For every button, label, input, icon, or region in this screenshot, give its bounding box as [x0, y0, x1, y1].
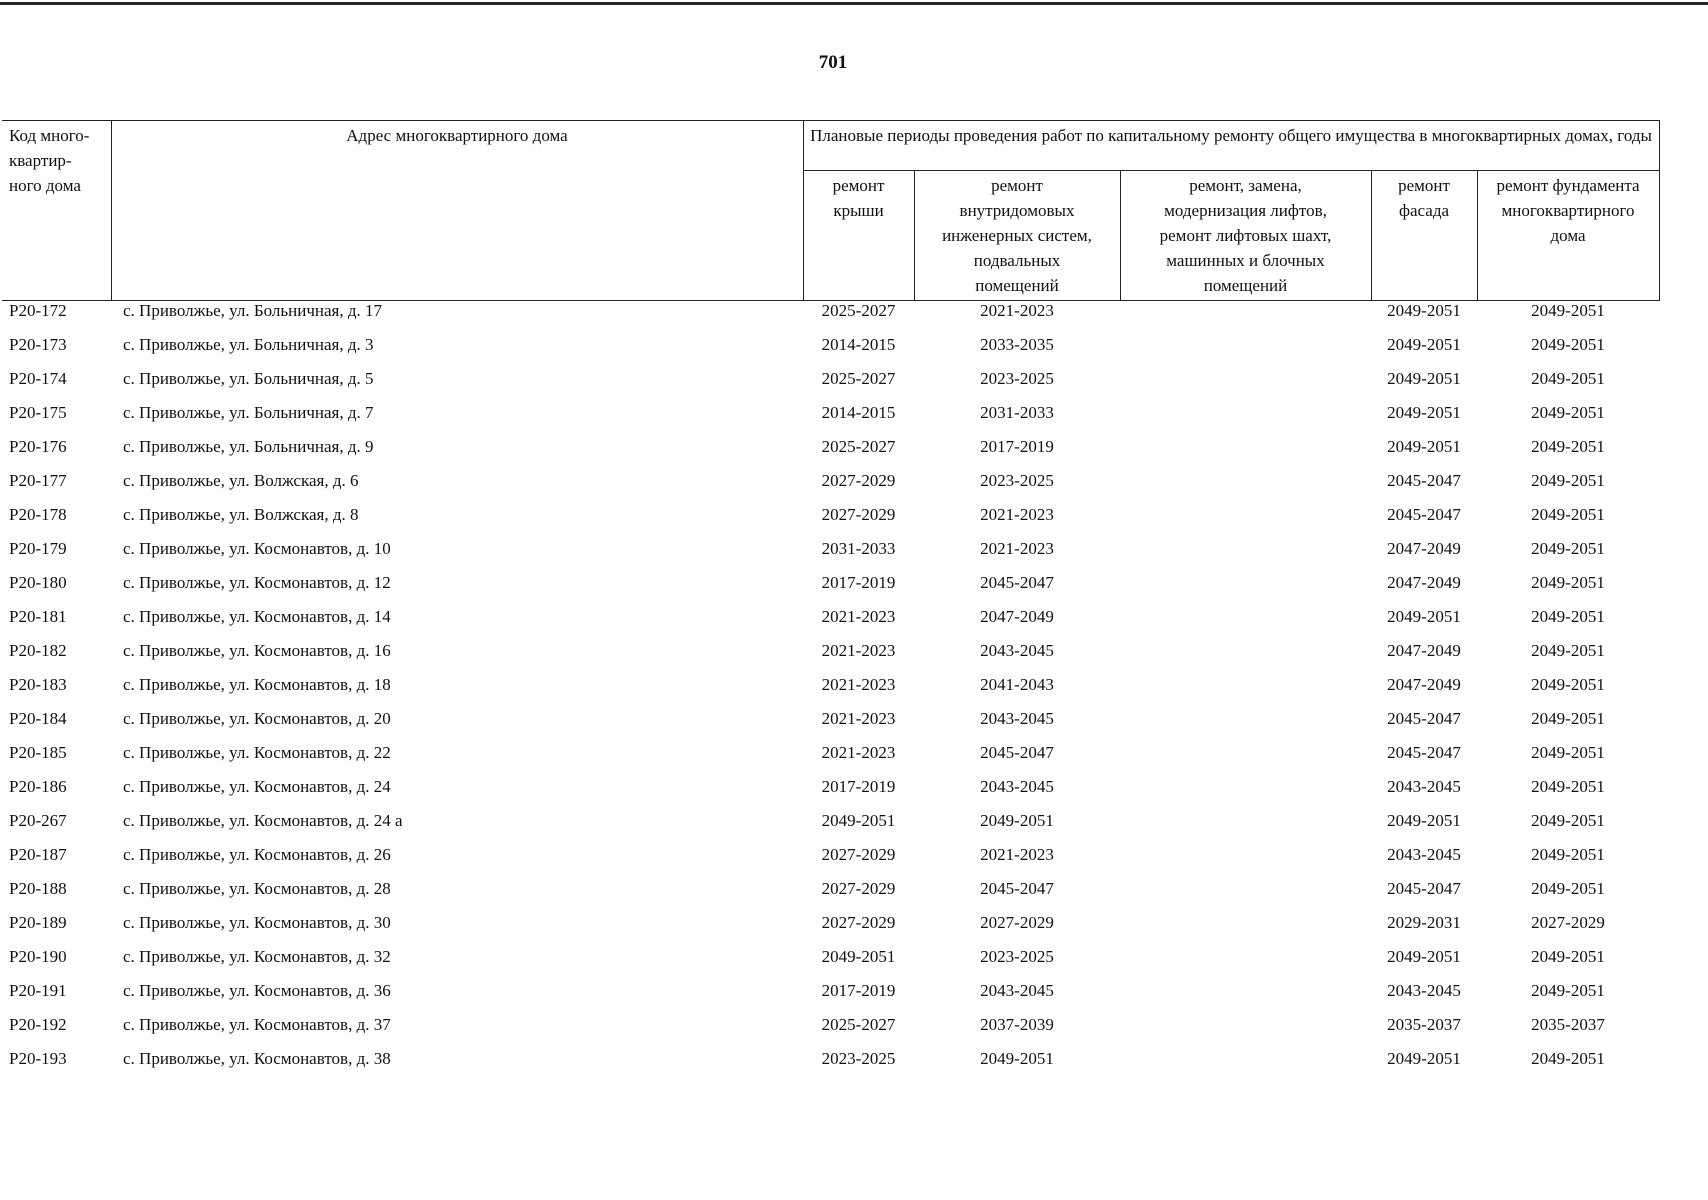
cell-facade: 2029-2031: [1387, 913, 1461, 932]
cell-facade: 2049-2051: [1387, 301, 1461, 320]
cell-code: P20-188: [9, 879, 67, 898]
cell-address: с. Приволжье, ул. Космонавтов, д. 32: [123, 947, 391, 966]
cell-code: P20-185: [9, 743, 67, 762]
cell-engineering: 2037-2039: [980, 1015, 1054, 1034]
table-row: [2, 845, 1659, 879]
cell-code: P20-180: [9, 573, 67, 592]
cell-facade: 2045-2047: [1387, 505, 1461, 524]
cell-foundation: 2049-2051: [1531, 403, 1605, 422]
cell-facade: 2049-2051: [1387, 335, 1461, 354]
cell-engineering: 2043-2045: [980, 641, 1054, 660]
header-foundation-lines: [1480, 173, 1657, 248]
cell-address: с. Приволжье, ул. Волжская, д. 6: [123, 471, 359, 490]
cell-roof: 2017-2019: [821, 573, 896, 592]
cell-code: P20-174: [9, 369, 67, 388]
cell-engineering: 2045-2047: [980, 573, 1054, 592]
cell-engineering: 2021-2023: [980, 539, 1054, 558]
cell-facade: 2045-2047: [1387, 743, 1461, 762]
cell-code: P20-267: [9, 811, 67, 830]
cell-engineering: 2021-2023: [980, 505, 1054, 524]
cell-elevators: [1120, 301, 1371, 335]
cell-engineering: 2041-2043: [980, 675, 1054, 694]
cell-code: P20-179: [9, 539, 67, 558]
cell-address: с. Приволжье, ул. Космонавтов, д. 38: [123, 1049, 391, 1068]
header-line: фасада: [1398, 201, 1450, 220]
cell-elevators: [1120, 777, 1371, 811]
cell-elevators: [1120, 471, 1371, 505]
cell-facade: 2049-2051: [1387, 437, 1461, 456]
cell-facade: 2049-2051: [1387, 1049, 1461, 1068]
cell-address: с. Приволжье, ул. Космонавтов, д. 37: [123, 1015, 391, 1034]
table-row: [2, 505, 1659, 539]
header-elevators: [1120, 171, 1371, 301]
cell-address: с. Приволжье, ул. Космонавтов, д. 16: [123, 641, 391, 660]
cell-roof: 2025-2027: [821, 369, 896, 388]
header-elevators-lines: [1123, 173, 1369, 298]
header-line: машинных и блочных: [1166, 251, 1325, 270]
table-row: [2, 879, 1659, 913]
cell-engineering: 2033-2035: [980, 335, 1054, 354]
cell-roof: 2031-2033: [821, 539, 896, 558]
cell-elevators: [1120, 675, 1371, 709]
cell-facade: 2045-2047: [1387, 879, 1461, 898]
cell-address: с. Приволжье, ул. Космонавтов, д. 10: [123, 539, 391, 558]
cell-roof: 2021-2023: [821, 675, 896, 694]
cell-roof: 2021-2023: [821, 641, 896, 660]
cell-engineering: 2043-2045: [980, 981, 1054, 1000]
cell-facade: 2047-2049: [1387, 573, 1461, 592]
cell-facade: 2043-2045: [1387, 777, 1461, 796]
cell-facade: 2049-2051: [1387, 811, 1461, 830]
cell-elevators: [1120, 505, 1371, 539]
cell-foundation: 2049-2051: [1531, 981, 1605, 1000]
cell-address: с. Приволжье, ул. Космонавтов, д. 24 а: [123, 811, 403, 830]
cell-code: P20-175: [9, 403, 67, 422]
table-header: [2, 120, 1660, 301]
cell-roof: 2014-2015: [821, 335, 896, 354]
cell-roof: 2049-2051: [821, 811, 896, 830]
header-line: внутридомовых: [959, 201, 1075, 220]
table-row: [2, 539, 1659, 573]
cell-engineering: 2027-2029: [980, 913, 1054, 932]
table-row: [2, 335, 1659, 369]
cell-engineering: 2047-2049: [980, 607, 1054, 626]
cell-engineering: 2023-2025: [980, 471, 1054, 490]
cell-code: P20-186: [9, 777, 67, 796]
cell-engineering: 2021-2023: [980, 301, 1054, 320]
cell-foundation: 2035-2037: [1531, 1015, 1605, 1034]
cell-roof: 2027-2029: [821, 471, 896, 490]
cell-address: с. Приволжье, ул. Больничная, д. 7: [123, 403, 374, 422]
cell-address: с. Приволжье, ул. Космонавтов, д. 36: [123, 981, 391, 1000]
cell-foundation: 2049-2051: [1531, 607, 1605, 626]
cell-engineering: 2023-2025: [980, 947, 1054, 966]
cell-code: P20-182: [9, 641, 67, 660]
cell-elevators: [1120, 947, 1371, 981]
header-line: многоквартирного: [1501, 201, 1635, 220]
header-line: дома: [1550, 226, 1586, 245]
cell-foundation: 2049-2051: [1531, 641, 1605, 660]
header-engineering-lines: [917, 173, 1118, 298]
cell-address: с. Приволжье, ул. Больничная, д. 3: [123, 335, 374, 354]
cell-engineering: 2043-2045: [980, 777, 1054, 796]
cell-engineering: 2017-2019: [980, 437, 1054, 456]
cell-elevators: [1120, 641, 1371, 675]
cell-elevators: [1120, 573, 1371, 607]
cell-foundation: 2049-2051: [1531, 845, 1605, 864]
cell-roof: 2025-2027: [821, 1015, 896, 1034]
table-row: [2, 1049, 1659, 1083]
cell-address: с. Приволжье, ул. Космонавтов, д. 28: [123, 879, 391, 898]
cell-roof: 2021-2023: [821, 709, 896, 728]
table-row: [2, 437, 1659, 471]
table-row: [2, 301, 1659, 335]
cell-foundation: 2049-2051: [1531, 369, 1605, 388]
table-row: [2, 709, 1659, 743]
cell-address: с. Приволжье, ул. Космонавтов, д. 18: [123, 675, 391, 694]
table-row: [2, 913, 1659, 947]
cell-code: P20-178: [9, 505, 67, 524]
cell-engineering: 2049-2051: [980, 811, 1054, 830]
cell-code: P20-193: [9, 1049, 67, 1068]
table-row: [2, 607, 1659, 641]
cell-address: с. Приволжье, ул. Волжская, д. 8: [123, 505, 359, 524]
cell-roof: 2021-2023: [821, 743, 896, 762]
cell-facade: 2035-2037: [1387, 1015, 1461, 1034]
cell-elevators: [1120, 1049, 1371, 1083]
table-row: [2, 471, 1659, 505]
header-line: Код много-: [9, 126, 90, 145]
cell-code: P20-177: [9, 471, 67, 490]
cell-roof: 2017-2019: [821, 777, 896, 796]
cell-elevators: [1120, 845, 1371, 879]
cell-foundation: 2049-2051: [1531, 1049, 1605, 1068]
cell-elevators: [1120, 369, 1371, 403]
header-engineering: [914, 171, 1120, 301]
cell-facade: 2045-2047: [1387, 471, 1461, 490]
cell-roof: 2014-2015: [821, 403, 896, 422]
cell-facade: 2043-2045: [1387, 981, 1461, 1000]
header-line: ремонт фундамента: [1496, 176, 1640, 195]
cell-elevators: [1120, 437, 1371, 471]
cell-foundation: 2049-2051: [1531, 471, 1605, 490]
cell-foundation: 2049-2051: [1531, 811, 1605, 830]
header-line: крыши: [833, 201, 884, 220]
cell-foundation: 2049-2051: [1531, 709, 1605, 728]
cell-elevators: [1120, 743, 1371, 777]
table-row: [2, 777, 1659, 811]
cell-code: P20-192: [9, 1015, 67, 1034]
header-line: модернизация лифтов,: [1164, 201, 1327, 220]
cell-foundation: 2027-2029: [1531, 913, 1605, 932]
cell-roof: 2025-2027: [821, 437, 896, 456]
cell-facade: 2049-2051: [1387, 403, 1461, 422]
header-code-lines: [9, 123, 109, 198]
header-foundation: [1477, 171, 1659, 301]
header-line: квартир-: [9, 151, 72, 170]
cell-engineering: 2045-2047: [980, 879, 1054, 898]
header-line: ного дома: [9, 176, 81, 195]
cell-facade: 2047-2049: [1387, 675, 1461, 694]
header-line: ремонт лифтовых шахт,: [1159, 226, 1332, 245]
cell-foundation: 2049-2051: [1531, 539, 1605, 558]
top-rule: [0, 2, 1708, 5]
cell-foundation: 2049-2051: [1531, 573, 1605, 592]
header-line: ремонт, замена,: [1189, 176, 1302, 195]
cell-address: с. Приволжье, ул. Космонавтов, д. 14: [123, 607, 391, 626]
cell-engineering: 2043-2045: [980, 709, 1054, 728]
cell-code: P20-187: [9, 845, 67, 864]
header-line: инженерных систем,: [942, 226, 1092, 245]
cell-roof: 2027-2029: [821, 505, 896, 524]
table-row: [2, 981, 1659, 1015]
cell-address: с. Приволжье, ул. Космонавтов, д. 22: [123, 743, 391, 762]
header-facade: [1371, 171, 1477, 301]
cell-foundation: 2049-2051: [1531, 301, 1605, 320]
cell-code: P20-190: [9, 947, 67, 966]
cell-foundation: 2049-2051: [1531, 947, 1605, 966]
cell-code: P20-183: [9, 675, 67, 694]
cell-facade: 2047-2049: [1387, 641, 1461, 660]
cell-foundation: 2049-2051: [1531, 505, 1605, 524]
table-row: [2, 947, 1659, 981]
table-row: [2, 811, 1659, 845]
cell-foundation: 2049-2051: [1531, 879, 1605, 898]
cell-foundation: 2049-2051: [1531, 335, 1605, 354]
header-roof-lines: [806, 173, 912, 223]
cell-roof: 2021-2023: [821, 607, 896, 626]
table-row: [2, 1015, 1659, 1049]
header-code: [2, 121, 111, 301]
cell-facade: 2047-2049: [1387, 539, 1461, 558]
cell-elevators: [1120, 879, 1371, 913]
repair-schedule-table: [2, 120, 1660, 1083]
cell-code: P20-184: [9, 709, 67, 728]
cell-address: с. Приволжье, ул. Космонавтов, д. 12: [123, 573, 391, 592]
table-row: [2, 369, 1659, 403]
cell-address: с. Приволжье, ул. Космонавтов, д. 30: [123, 913, 391, 932]
cell-elevators: [1120, 913, 1371, 947]
cell-foundation: 2049-2051: [1531, 777, 1605, 796]
cell-code: P20-189: [9, 913, 67, 932]
cell-code: P20-191: [9, 981, 67, 1000]
cell-code: P20-172: [9, 301, 67, 320]
cell-address: с. Приволжье, ул. Космонавтов, д. 20: [123, 709, 391, 728]
page-number: 701: [818, 52, 848, 73]
table-row: [2, 641, 1659, 675]
cell-facade: 2049-2051: [1387, 369, 1461, 388]
cell-foundation: 2049-2051: [1531, 437, 1605, 456]
cell-address: с. Приволжье, ул. Космонавтов, д. 26: [123, 845, 391, 864]
cell-roof: 2049-2051: [821, 947, 896, 966]
header-facade-lines: [1374, 173, 1475, 223]
header-line: ремонт: [991, 176, 1043, 195]
cell-facade: 2049-2051: [1387, 947, 1461, 966]
header-line: ремонт: [1398, 176, 1450, 195]
cell-engineering: 2021-2023: [980, 845, 1054, 864]
header-planned-periods: Плановые периоды проведения работ по капитальному ремонту общего имущества в многоквартирных домах, годы: [803, 121, 1659, 171]
cell-elevators: [1120, 709, 1371, 743]
cell-elevators: [1120, 1015, 1371, 1049]
table-body: [2, 301, 1659, 1083]
cell-address: с. Приволжье, ул. Больничная, д. 9: [123, 437, 374, 456]
table-row: [2, 573, 1659, 607]
cell-engineering: 2049-2051: [980, 1049, 1054, 1068]
header-line: ремонт: [832, 176, 885, 195]
cell-facade: 2049-2051: [1387, 607, 1461, 626]
cell-facade: 2043-2045: [1387, 845, 1461, 864]
header-line: подвальных: [973, 251, 1061, 270]
header-line: помещений: [975, 276, 1059, 295]
cell-code: P20-181: [9, 607, 67, 626]
cell-code: P20-176: [9, 437, 67, 456]
cell-address: с. Приволжье, ул. Больничная, д. 5: [123, 369, 374, 388]
cell-code: P20-173: [9, 335, 67, 354]
table-row: [2, 675, 1659, 709]
cell-roof: 2027-2029: [821, 913, 896, 932]
cell-elevators: [1120, 607, 1371, 641]
cell-address: с. Приволжье, ул. Космонавтов, д. 24: [123, 777, 391, 796]
header-roof: [803, 171, 914, 301]
cell-roof: 2027-2029: [821, 845, 896, 864]
cell-roof: 2023-2025: [821, 1049, 896, 1068]
cell-elevators: [1120, 335, 1371, 369]
cell-elevators: [1120, 539, 1371, 573]
table-row: [2, 403, 1659, 437]
cell-elevators: [1120, 981, 1371, 1015]
cell-foundation: 2049-2051: [1531, 743, 1605, 762]
cell-roof: 2025-2027: [821, 301, 896, 320]
table-row: [2, 743, 1659, 777]
cell-engineering: 2023-2025: [980, 369, 1054, 388]
table-rows: [2, 301, 1659, 1083]
cell-foundation: 2049-2051: [1531, 675, 1605, 694]
cell-roof: 2027-2029: [821, 879, 896, 898]
cell-facade: 2045-2047: [1387, 709, 1461, 728]
cell-roof: 2017-2019: [821, 981, 896, 1000]
cell-elevators: [1120, 811, 1371, 845]
cell-engineering: 2045-2047: [980, 743, 1054, 762]
cell-engineering: 2031-2033: [980, 403, 1054, 422]
header-line: помещений: [1203, 276, 1288, 295]
cell-elevators: [1120, 403, 1371, 437]
cell-address: с. Приволжье, ул. Больничная, д. 17: [123, 301, 383, 320]
header-address: Адрес многоквартирного дома: [111, 121, 803, 301]
